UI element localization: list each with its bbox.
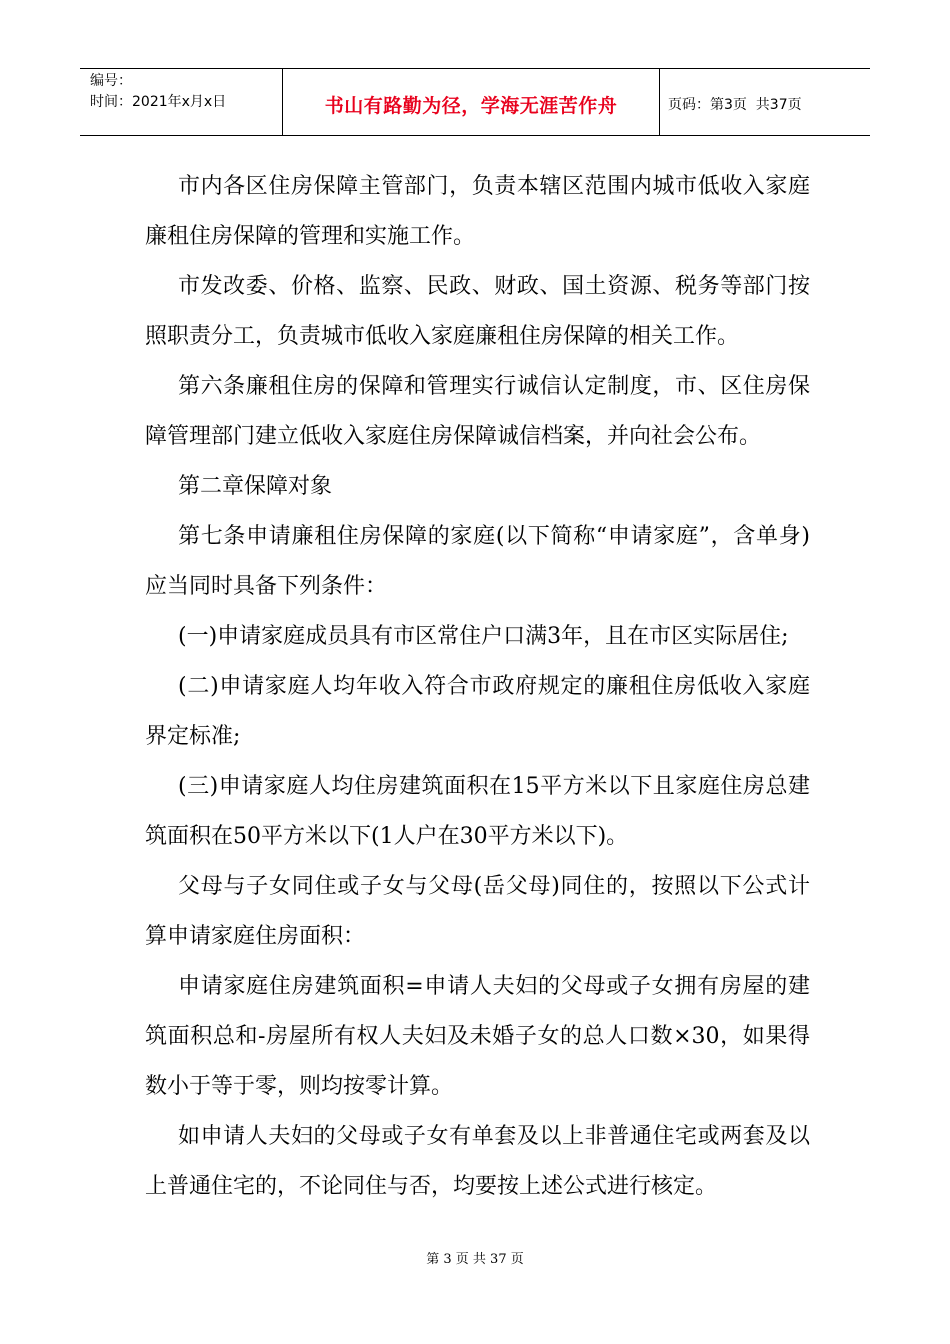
paragraph: 第七条申请廉租住房保障的家庭(以下简称“申请家庭”，含单身)应当同时具备下列条件： [145,524,810,599]
header-motto: 书山有路勤为径，学海无涯苦作舟 [324,94,618,117]
formula-paragraph: 申请家庭住房建筑面积=申请人夫妇的父母或子女拥有房屋的建筑面积总和-房屋所有权人夫妇及未婚子女的总人口数×30，如果得数小于等于零，则均按零计算。 [145,974,810,1099]
paragraph: 第六条廉租住房的保障和管理实行诚信认定制度，市、区住房保障管理部门建立低收入家庭住房保障诚信档案，并向社会公布。 [145,374,810,449]
paragraph: 如申请人夫妇的父母或子女有单套及以上非普通住宅或两套及以上普通住宅的，不论同住与否，均要按上述公式进行核定。 [145,1124,810,1199]
page-footer: 第 3 页 共 37 页 [426,1252,524,1267]
list-item: (三)申请家庭人均住房建筑面积在15平方米以下且家庭住房总建筑面积在50平方米以下(1人户在30平方米以下)。 [145,774,810,849]
header-page-number: 页码：第3页 共37页 [668,97,802,113]
document-number-label: 编号： [90,73,132,89]
header-motto-cell [283,69,660,135]
document-body [145,162,810,1212]
paragraph: 市发改委、价格、监察、民政、财政、国土资源、税务等部门按照职责分工，负责城市低收入家庭廉租住房保障的相关工作。 [145,274,810,349]
page-header [80,68,870,136]
paragraph: 市内各区住房保障主管部门，负责本辖区范围内城市低收入家庭廉租住房保障的管理和实施工作。 [145,174,810,249]
list-item: (二)申请家庭人均年收入符合市政府规定的廉租住房低收入家庭界定标准; [145,674,810,749]
header-meta [80,69,283,135]
list-item: (一)申请家庭成员具有市区常住户口满3年，且在市区实际居住; [178,624,789,649]
paragraph: 父母与子女同住或子女与父母(岳父母)同住的，按照以下公式计算申请家庭住房面积： [145,874,810,949]
chapter-heading: 第二章保障对象 [178,474,333,499]
document-time-label: 时间：2021年x月x日 [90,94,227,110]
